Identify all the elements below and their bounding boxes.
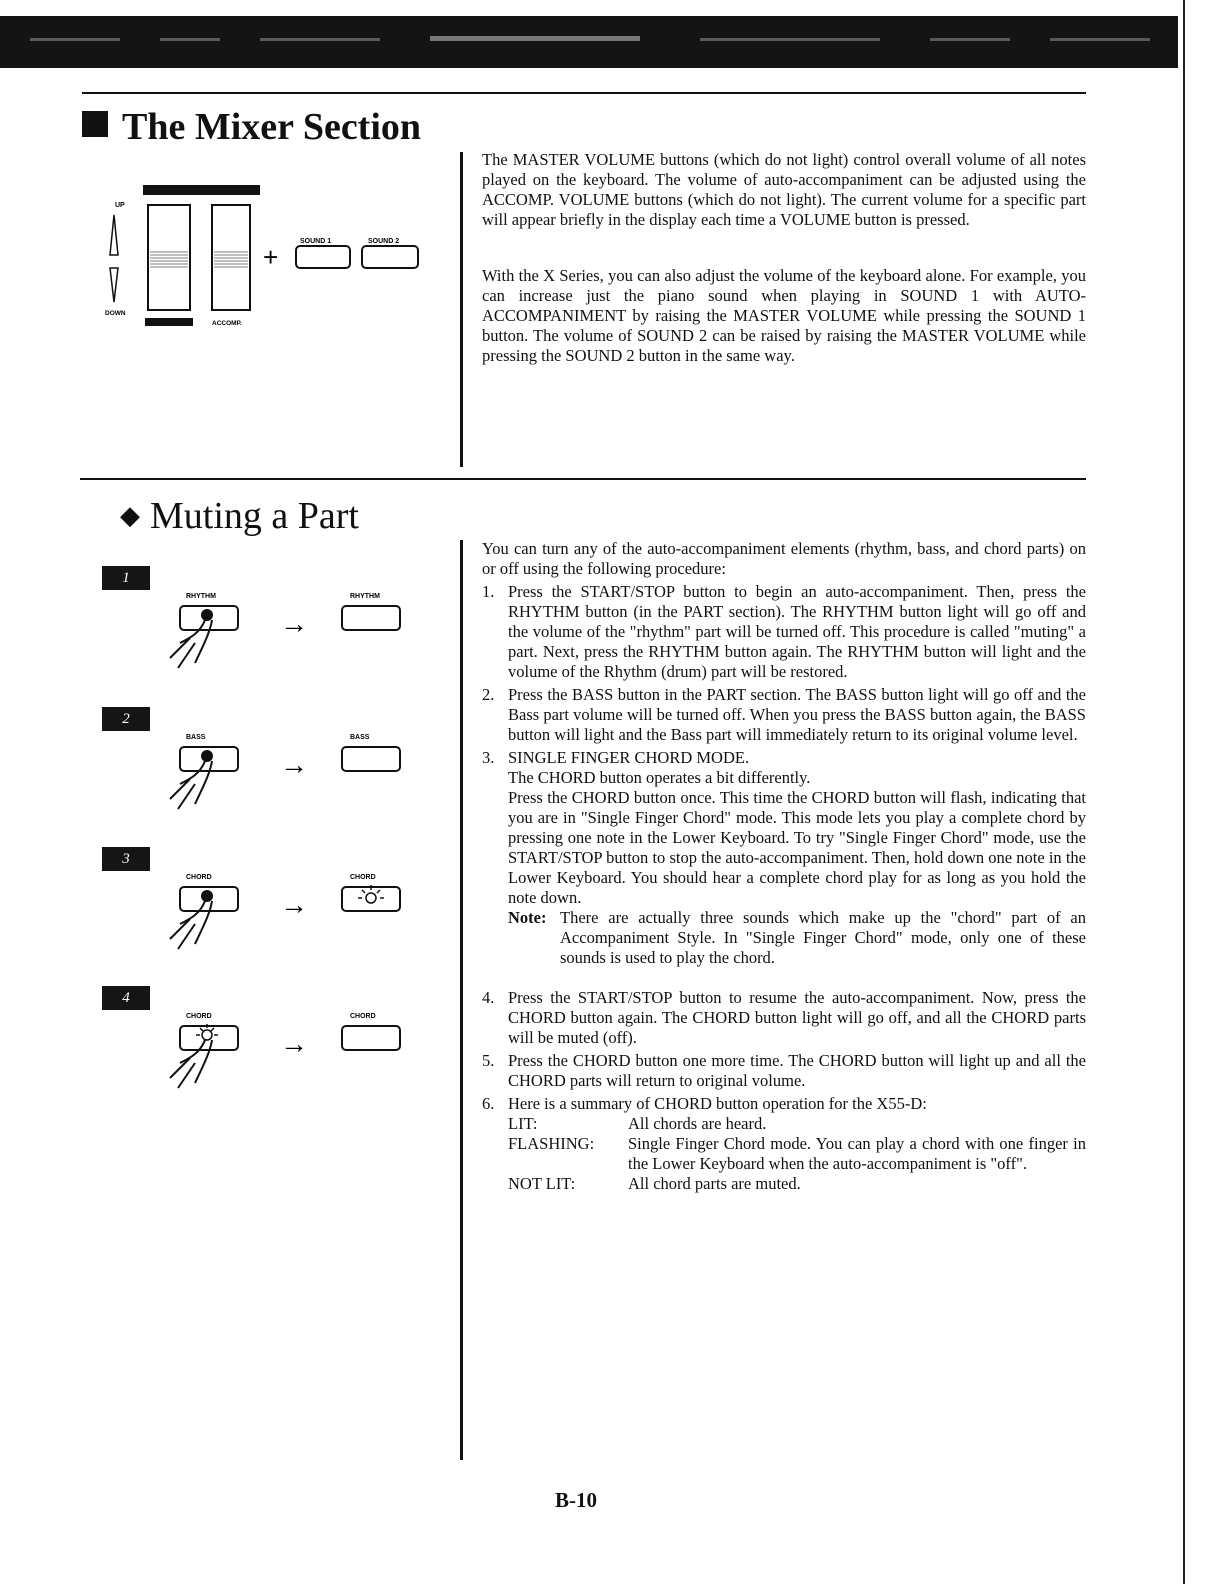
page-number: B-10 [555,1488,597,1512]
sound1-label: SOUND 1 [300,238,332,245]
hand-icon [170,901,212,949]
panel-button-after [342,1026,400,1050]
finger-tip-icon [201,609,213,621]
down-arrow-icon [110,268,118,302]
note: Note: There are actually three sounds which make up the "chord" part of an Accompaniment Style. In "Single Finger Chord" mode, only one of these sounds is used to play the chord. [508,908,1086,967]
button-label-after: BASS [350,734,370,741]
chord-summary: LIT: All chords are heard. FLASHING: Single Finger Chord mode. You can play a chord with one finger in the Lower Keyboard when the auto-accompaniment is "off". NOT LIT: All chord parts are muted. [508,1114,1086,1193]
step-number-badge: 1 [102,566,150,590]
hand-icon [170,1040,212,1088]
panel-button-before [180,1026,238,1050]
hand-icon [170,620,212,668]
list-item: 1. Press the START/STOP button to begin an auto-accompaniment. Then, press the RHYTHM button (in the PART section). The RHYTHM button light will go off and the volume of the "rhythm" part will be turned off. This procedure is called "muting" a part. Next, press the RHYTHM button again. The RHYTHM button will light and the volume of the Rhythm (drum) part will be restored. [482,582,1086,681]
arrow-icon: → [280,608,308,639]
column-divider [460,152,463,467]
muting-intro: You can turn any of the auto-accompaniment elements (rhythm, bass, and chord parts) on or off using the following procedure: [482,539,1086,578]
list-item: 5. Press the CHORD button one more time. The CHORD button will light up and all the CHORD parts will return to original volume. [482,1051,1086,1090]
button-label-before: RHYTHM [186,593,216,600]
accomp-volume-button [212,205,250,310]
master-volume-button [148,205,190,310]
hand-icon [170,761,212,809]
button-label-before: CHORD [186,874,212,881]
sound1-button [296,246,350,268]
button-label-after: CHORD [350,874,376,881]
button-press-diagram [150,729,470,839]
mixer-paragraph-1: The MASTER VOLUME buttons (which do not light) control overall volume of all notes played on the keyboard. The volume of auto-accompaniment can be adjusted using the ACCOMP. VOLUME buttons (which do not light). The current volume for a specific part will appear briefly in the display each time a VOLUME button is pressed. [482,150,1086,229]
plus-sign: + [263,242,279,272]
section-title: ◆ Muting a Part [120,495,359,537]
panel-button-after [342,747,400,771]
sound2-button [362,246,418,268]
section-title: The Mixer Section [82,104,421,150]
button-label-before: CHORD [186,1013,212,1020]
section-rule [80,478,1086,480]
arrow-icon: → [280,1028,308,1059]
finger-tip-icon [201,750,213,762]
section-rule [82,92,1086,94]
panel-button-after [342,887,400,911]
button-press-diagram [150,1008,470,1118]
list-item: 4. Press the START/STOP button to resume the auto-accompaniment. Now, press the CHORD button again. The CHORD button light will go off, and all the CHORD parts will be muted (off). [482,988,1086,1047]
panel-button-after [342,606,400,630]
up-label: UP [115,202,125,209]
step-number-badge: 2 [102,707,150,731]
list-item: 3. SINGLE FINGER CHORD MODE. The CHORD button operates a bit differently. Press the CHORD button once. This time the CHORD button will flash, indicating that you are in "Single Finger Chord" mode. This mode lets you play a complete chord by pressing one note in the Lower Keyboard. To try "Single Finger Chord" mode, use the START/STOP button to stop the auto-accompaniment. Then, hold down one note in the Lower Keyboard. You should hear a complete chord play for as long as you hold the note down. Note: There are actually three sounds which make up the "chord" part of an Accompaniment Style. In "Single Finger Chord" mode, only one of these sounds is used to play the chord. [482,748,1086,967]
button-label-after: CHORD [350,1013,376,1020]
arrow-icon: → [280,889,308,920]
up-arrow-icon [110,215,118,255]
diamond-bullet-icon: ◆ [120,501,140,530]
procedure-list [482,582,1086,1197]
finger-tip-icon [201,890,213,902]
mixer-paragraph-2: With the X Series, you can also adjust the volume of the keyboard alone. For example, you can increase just the piano sound when playing in SOUND 1 with AUTO-ACCOMPANIMENT by raising the MASTER VOLUME while pressing the SOUND 1 button. The volume of SOUND 2 can be raised by raising the MASTER VOLUME while pressing the SOUND 2 button in the same way. [482,266,1086,365]
page-edge [1183,0,1185,1584]
button-label-after: RHYTHM [350,593,380,600]
button-press-diagram [150,588,470,698]
accomp-label: ACCOMP. [212,320,242,327]
sound2-label: SOUND 2 [368,238,400,245]
down-label: DOWN [105,310,126,317]
arrow-icon: → [280,749,308,780]
page-header-band [0,16,1178,68]
mixer-diagram [100,180,430,330]
step-number-badge: 4 [102,986,150,1010]
step-number-badge: 3 [102,847,150,871]
list-item: 2. Press the BASS button in the PART section. The BASS button light will go off and the Bass part volume will be turned off. When you press the BASS button again, the BASS button will light and the Bass part will immediately return to its original volume level. [482,685,1086,744]
button-label-before: BASS [186,734,206,741]
square-bullet-icon [82,111,108,137]
button-press-diagram [150,869,470,979]
list-item: 6. Here is a summary of CHORD button operation for the X55-D: LIT: All chords are heard. FLASHING: Single Finger Chord mode. You can play a chord with one finger in the Lower Keyboard when the auto-accompaniment is "off". NOT LIT: All chord parts are muted. [482,1094,1086,1193]
